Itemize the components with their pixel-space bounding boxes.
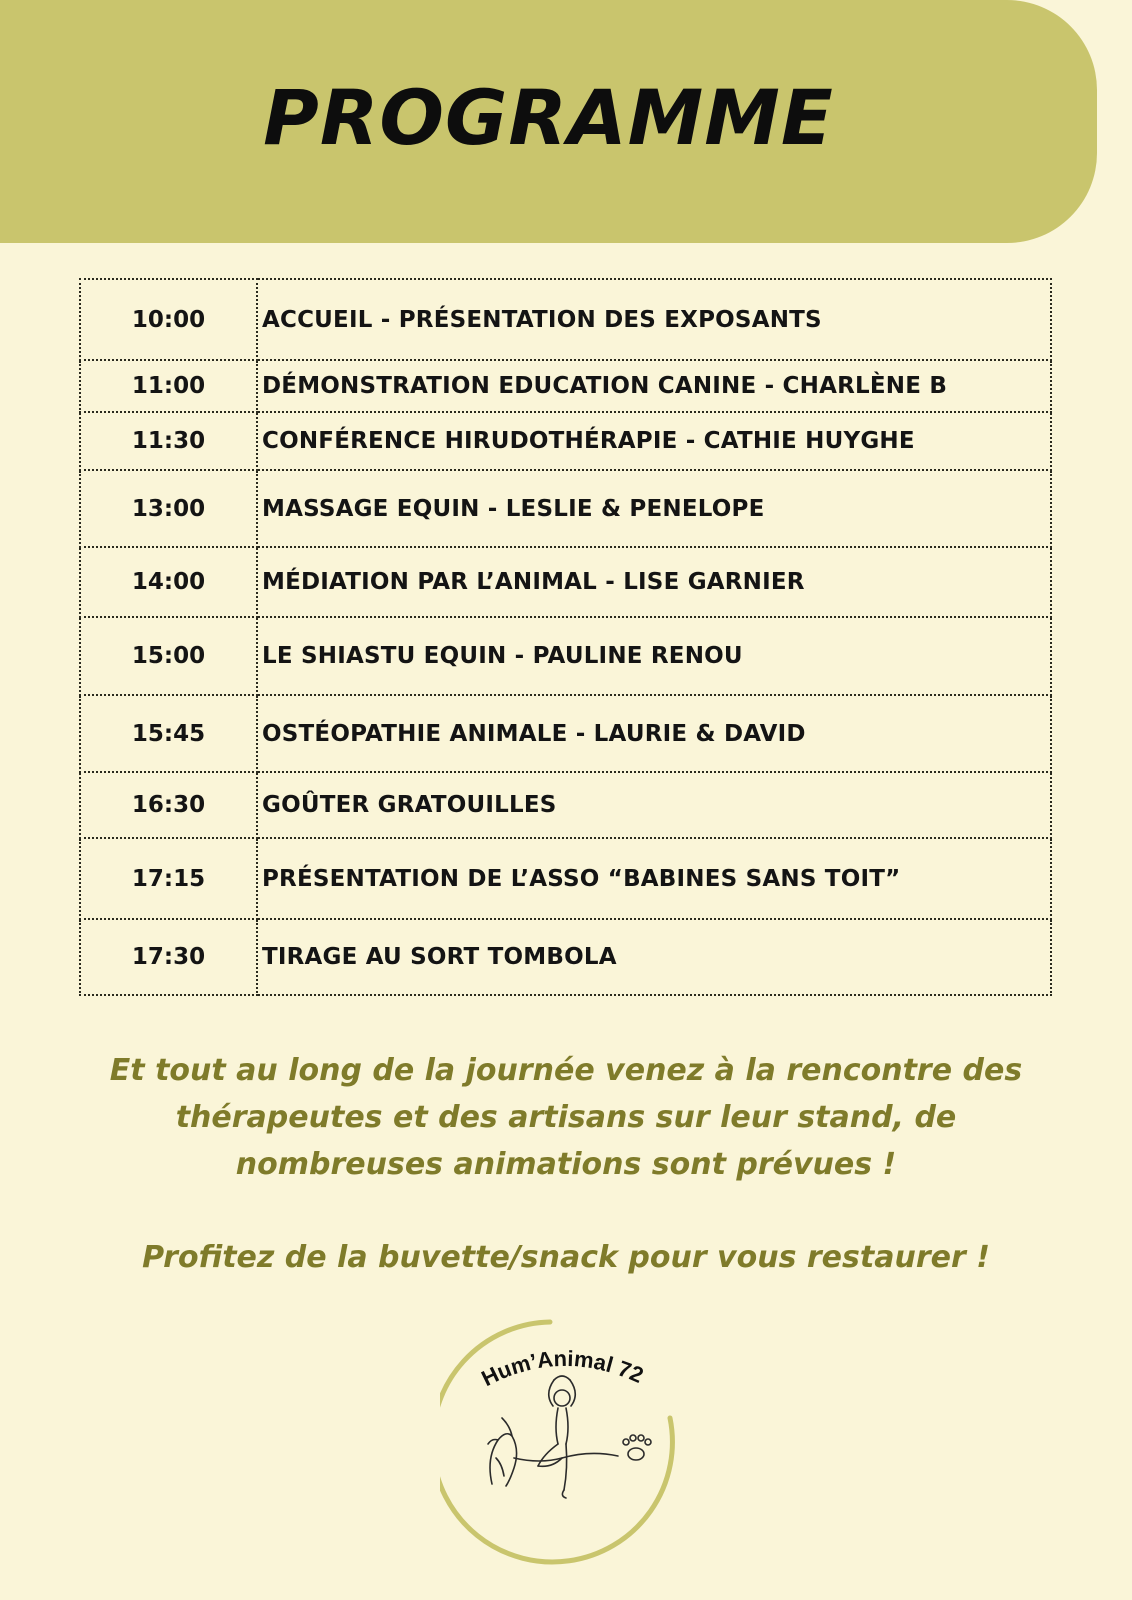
- info-paragraph: [0, 1047, 1132, 1188]
- table-row: [80, 695, 1051, 772]
- schedule-event: OSTÉOPATHIE ANIMALE - LAURIE & DAVID: [257, 695, 1051, 772]
- info-line: nombreuses animations sont prévues !: [235, 1147, 897, 1182]
- schedule-table: [79, 278, 1052, 996]
- info-line: thérapeutes et des artisans sur leur stand, de: [175, 1100, 957, 1135]
- table-row: [80, 412, 1051, 470]
- schedule-time: 14:00: [80, 547, 257, 617]
- schedule-time: 17:30: [80, 919, 257, 995]
- table-row: [80, 919, 1051, 995]
- yoga-horse-paw-icon: [440, 1318, 690, 1568]
- schedule-event: LE SHIASTU EQUIN - PAULINE RENOU: [257, 617, 1051, 695]
- schedule-time: 16:30: [80, 772, 257, 838]
- info-line: Et tout au long de la journée venez à la rencontre des: [109, 1053, 1023, 1088]
- schedule-time: 15:00: [80, 617, 257, 695]
- schedule-event: PRÉSENTATION DE L’ASSO “BABINES SANS TOIT”: [257, 838, 1051, 919]
- table-row: [80, 360, 1051, 412]
- schedule-time: 11:00: [80, 360, 257, 412]
- table-row: [80, 547, 1051, 617]
- schedule-event: ACCUEIL - PRÉSENTATION DES EXPOSANTS: [257, 279, 1051, 360]
- table-row: [80, 838, 1051, 919]
- table-row: [80, 279, 1051, 360]
- schedule-time: 10:00: [80, 279, 257, 360]
- table-row: [80, 470, 1051, 547]
- table-row: [80, 617, 1051, 695]
- schedule-event: TIRAGE AU SORT TOMBOLA: [257, 919, 1051, 995]
- snack-line: Profitez de la buvette/snack pour vous restaurer !: [142, 1240, 990, 1275]
- logo-text: Hum’Animal 72: [477, 1345, 648, 1392]
- page-title: PROGRAMME: [263, 73, 834, 162]
- schedule-event: MASSAGE EQUIN - LESLIE & PENELOPE: [257, 470, 1051, 547]
- schedule-time: 11:30: [80, 412, 257, 470]
- schedule-event: DÉMONSTRATION EDUCATION CANINE - CHARLÈNE B: [257, 360, 1051, 412]
- schedule-time: 15:45: [80, 695, 257, 772]
- title-banner: [0, 0, 1097, 243]
- schedule-event: MÉDIATION PAR L’ANIMAL - LISE GARNIER: [257, 547, 1051, 617]
- logo: [440, 1318, 690, 1568]
- snack-note: [0, 1234, 1132, 1281]
- schedule-time: 17:15: [80, 838, 257, 919]
- svg-text:Hum’Animal 72: [478, 1346, 648, 1391]
- schedule-event: GOÛTER GRATOUILLES: [257, 772, 1051, 838]
- schedule-event: CONFÉRENCE HIRUDOTHÉRAPIE - CATHIE HUYGHE: [257, 412, 1051, 470]
- table-row: [80, 772, 1051, 838]
- schedule-time: 13:00: [80, 470, 257, 547]
